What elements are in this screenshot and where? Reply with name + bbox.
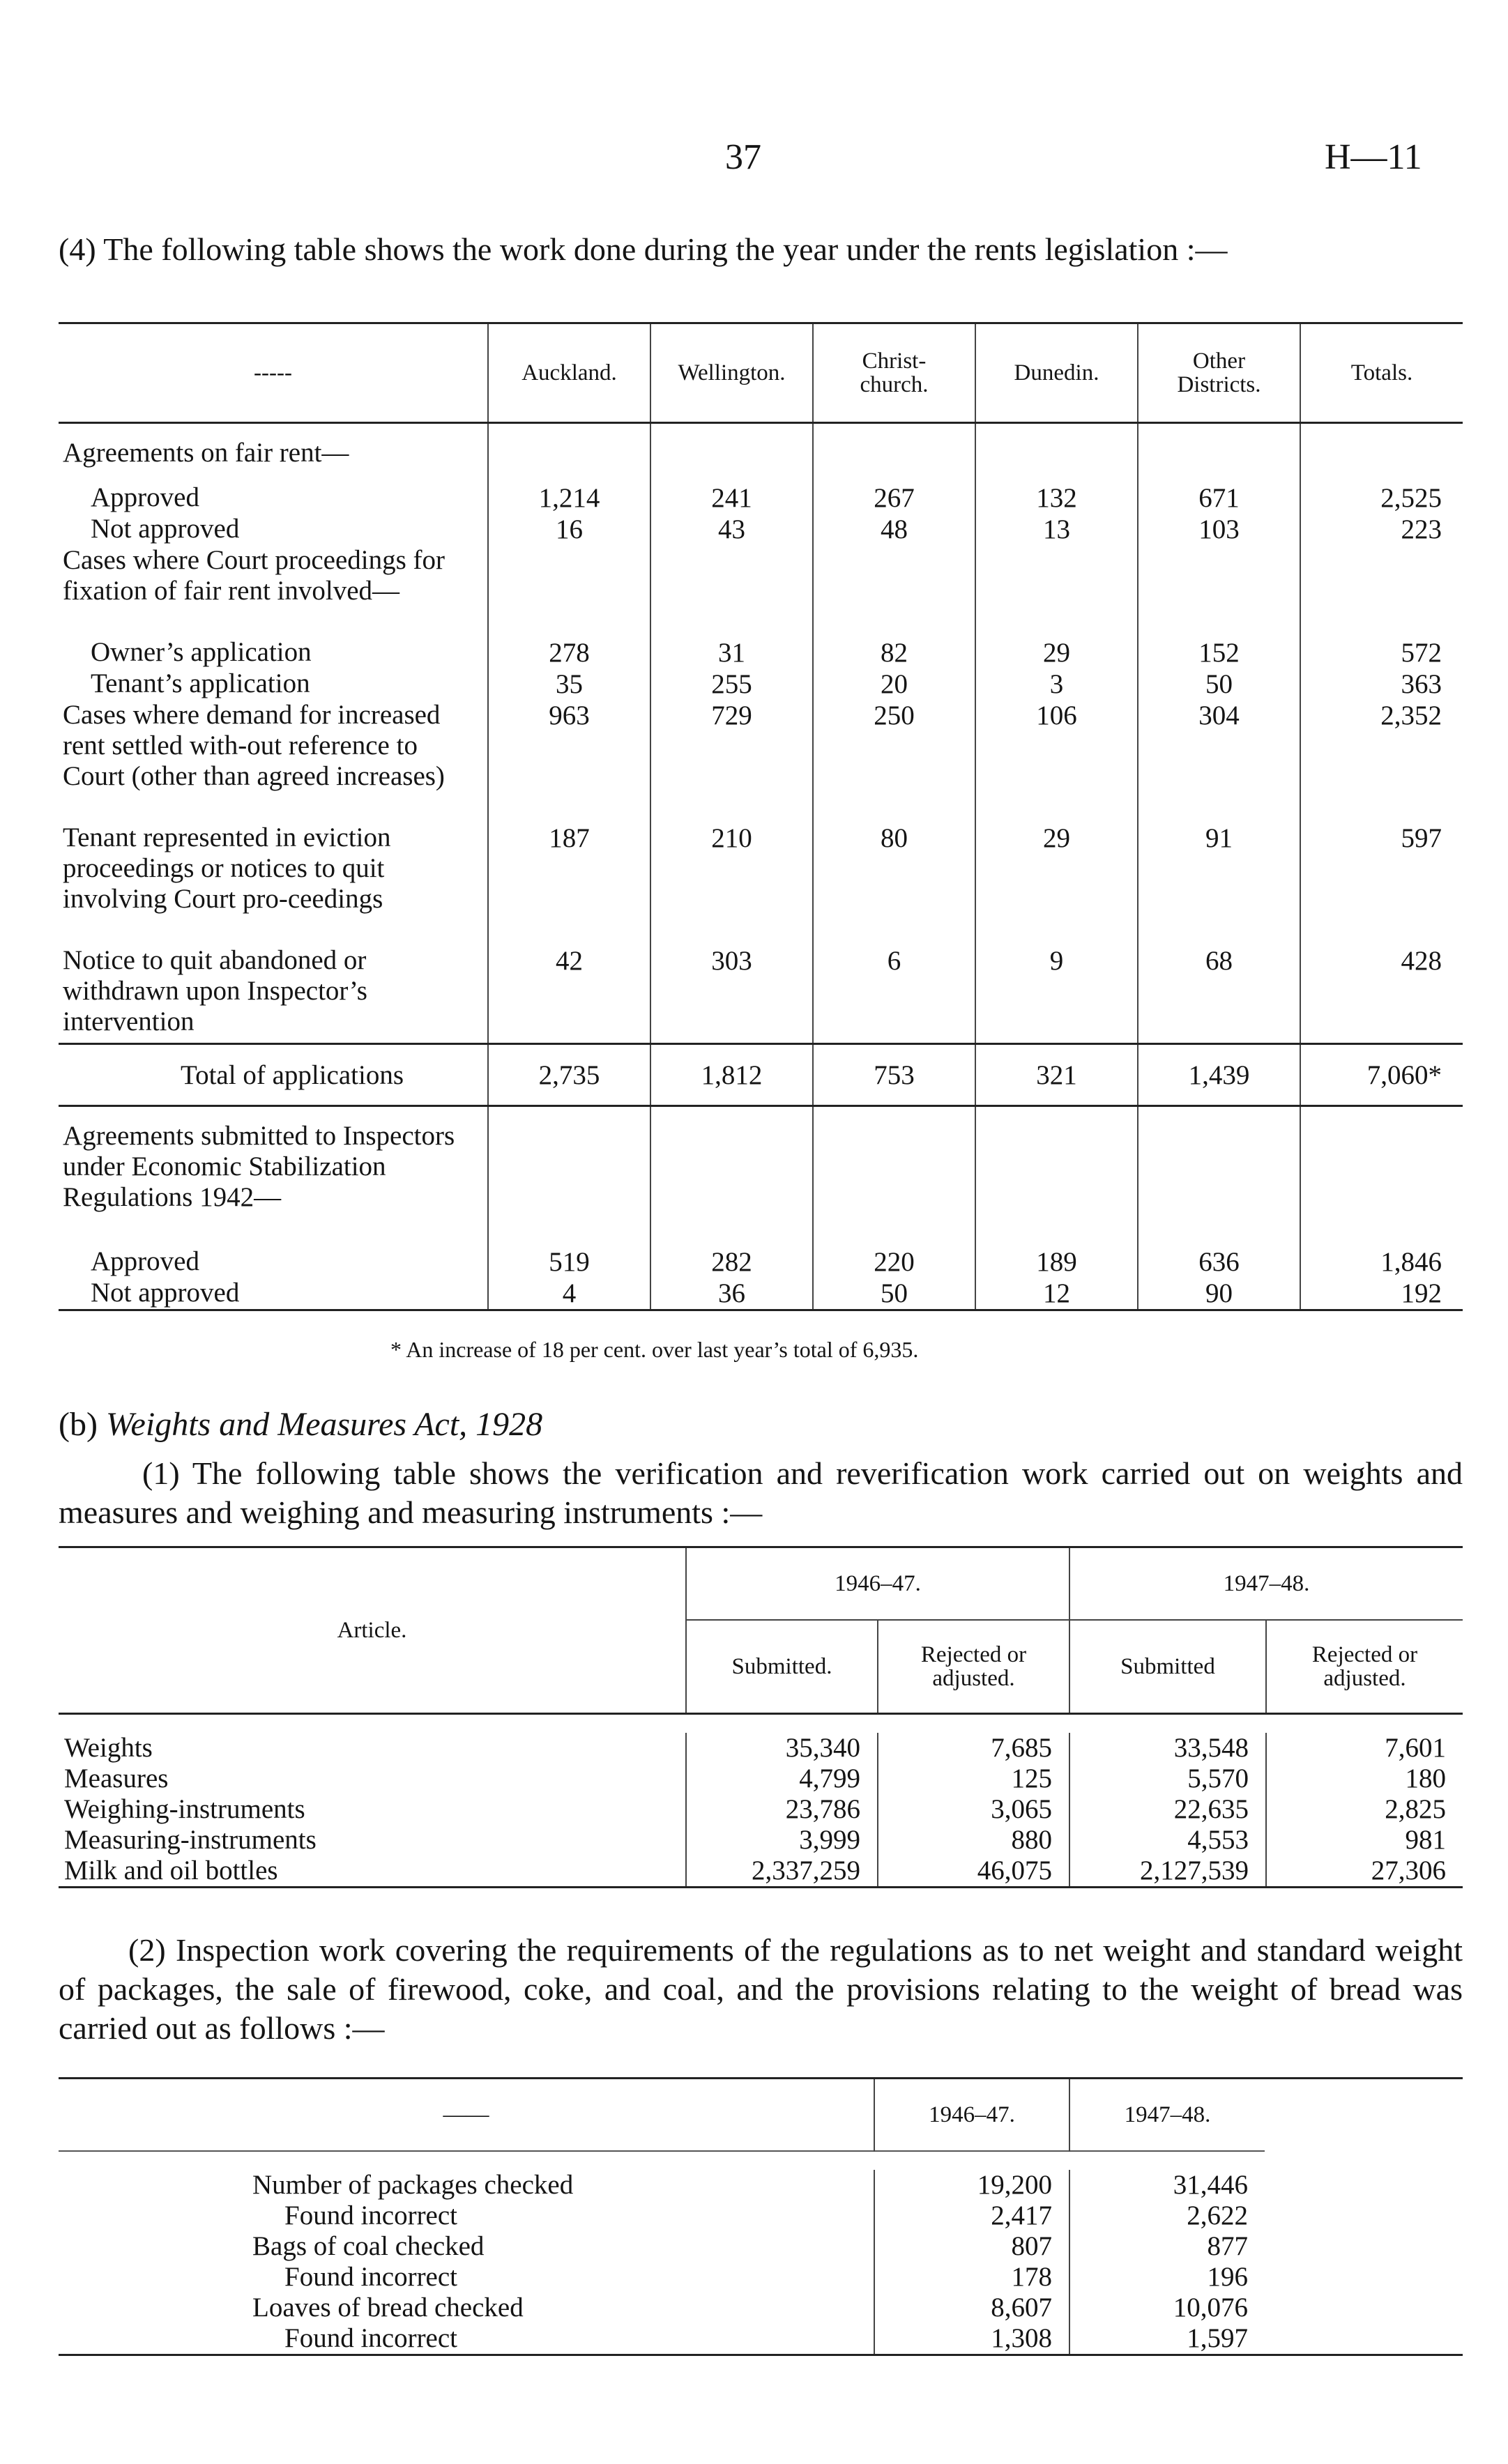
inspection-row xyxy=(59,2323,1463,2355)
col-totals: Totals. xyxy=(1300,323,1463,423)
weights-row-label: Weights xyxy=(64,1733,153,1763)
rents-cell: 304 xyxy=(1138,700,1300,822)
year2-header: 1947–48. xyxy=(1069,1547,1463,1621)
rents-cell: 29 xyxy=(975,822,1138,945)
rents-total-label: Total of applications xyxy=(59,1044,488,1106)
rents-cell: 572 xyxy=(1300,637,1463,668)
rents-row-label: Cases where Court proceedings for fixation of fair rent involved— xyxy=(63,545,445,606)
weights-row-label: Measures xyxy=(64,1763,169,1793)
rents-cell: 303 xyxy=(650,945,813,1044)
rents-cell: 43 xyxy=(650,514,813,545)
rents-cell: 963 xyxy=(488,700,650,822)
rents-econ-sublabel: Approved xyxy=(91,1246,199,1276)
weights-row-label: Measuring-instruments xyxy=(64,1825,317,1855)
rents-cell: 20 xyxy=(813,668,975,700)
submitted-1946-header: Submitted. xyxy=(686,1620,878,1714)
rejected-1946-header: Rejected or adjusted. xyxy=(878,1620,1069,1714)
rents-row xyxy=(59,822,1463,945)
rents-cell: 363 xyxy=(1300,668,1463,700)
year1-header: 1946–47. xyxy=(686,1547,1069,1621)
rents-cell: 103 xyxy=(1138,514,1300,545)
rents-econ-cell: 12 xyxy=(975,1278,1138,1310)
inspection-cell: 31,446 xyxy=(1069,2170,1265,2201)
rents-total-cell: 1,812 xyxy=(650,1044,813,1106)
weights-table xyxy=(59,1546,1463,1888)
rents-row-label: Approved xyxy=(91,482,199,512)
rents-cell: 50 xyxy=(1138,668,1300,700)
rents-footnote: * An increase of 18 per cent. over last year’s total of 6,935. xyxy=(390,1337,919,1362)
rents-cell: 241 xyxy=(650,482,813,514)
rents-cell: 68 xyxy=(1138,945,1300,1044)
rents-row xyxy=(59,700,1463,822)
rents-row-label: Not approved xyxy=(91,514,240,544)
rents-row xyxy=(59,514,1463,545)
rents-cell: 597 xyxy=(1300,822,1463,945)
rents-cell: 132 xyxy=(975,482,1138,514)
weights-cell: 981 xyxy=(1266,1825,1463,1855)
rents-row-label: Agreements on fair rent— xyxy=(63,438,349,468)
weights-cell: 4,553 xyxy=(1069,1825,1266,1855)
inspection-year2-header: 1947–48. xyxy=(1069,2079,1265,2152)
weights-cell: 180 xyxy=(1266,1763,1463,1794)
inspection-cell: 1,597 xyxy=(1069,2323,1265,2355)
inspection-row-label: Found incorrect xyxy=(284,2323,458,2353)
weights-cell: 27,306 xyxy=(1266,1855,1463,1888)
rejected-1947-header: Rejected or adjusted. xyxy=(1266,1620,1463,1714)
rents-cell: 91 xyxy=(1138,822,1300,945)
inspection-row xyxy=(59,2293,1463,2323)
weights-cell: 35,340 xyxy=(686,1733,878,1763)
weights-cell: 3,065 xyxy=(878,1794,1069,1825)
rents-cell: 3 xyxy=(975,668,1138,700)
rents-cell: 152 xyxy=(1138,637,1300,668)
rents-econ-label: Agreements submitted to Inspectors under Economic Stabilization Regulations 1942— xyxy=(63,1121,455,1212)
inspection-year1-header: 1946–47. xyxy=(874,2079,1069,2152)
inspection-cell: 2,622 xyxy=(1069,2201,1265,2231)
rents-row xyxy=(59,482,1463,514)
rents-cell: 31 xyxy=(650,637,813,668)
rents-cell xyxy=(813,423,975,483)
rents-econ-cell: 192 xyxy=(1300,1278,1463,1310)
inspection-intro: (2) Inspection work covering the requirements of the regulations as to net weight and standard weight of packages, the sale of firewood, coke, and coal, and the provisions relating to the weight of bread was carried out as follows :— xyxy=(59,1932,1463,2046)
inspection-cell: 1,308 xyxy=(874,2323,1069,2355)
weights-cell: 2,825 xyxy=(1266,1794,1463,1825)
rents-row xyxy=(59,423,1463,483)
rents-cell: 1,214 xyxy=(488,482,650,514)
inspection-row-label: Found incorrect xyxy=(284,2201,458,2230)
rents-cell xyxy=(975,545,1138,637)
rents-cell: 428 xyxy=(1300,945,1463,1044)
rents-cell: 255 xyxy=(650,668,813,700)
rents-econ-subrow xyxy=(59,1278,1463,1310)
inspection-cell: 877 xyxy=(1069,2231,1265,2262)
weights-row xyxy=(59,1855,1463,1888)
rents-econ-cell: 282 xyxy=(650,1246,813,1278)
rents-cell: 267 xyxy=(813,482,975,514)
rents-cell: 671 xyxy=(1138,482,1300,514)
rents-cell: 9 xyxy=(975,945,1138,1044)
rents-cell xyxy=(975,423,1138,483)
weights-row xyxy=(59,1763,1463,1794)
rents-cell xyxy=(1138,545,1300,637)
rents-cell xyxy=(1138,423,1300,483)
col-dunedin: Dunedin. xyxy=(975,323,1138,423)
rents-cell: 48 xyxy=(813,514,975,545)
document-code: H—11 xyxy=(1325,137,1422,177)
rents-total-cell: 753 xyxy=(813,1044,975,1106)
rents-row-label: Owner’s application xyxy=(91,637,312,667)
rents-econ-cell: 636 xyxy=(1138,1246,1300,1278)
rents-econ-sublabel: Not approved xyxy=(59,1278,488,1310)
rents-cell xyxy=(488,423,650,483)
weights-cell: 3,999 xyxy=(686,1825,878,1855)
col-wellington: Wellington. xyxy=(650,323,813,423)
rents-cell: 187 xyxy=(488,822,650,945)
inspection-row xyxy=(59,2201,1463,2231)
rents-econ-cell: 189 xyxy=(975,1246,1138,1278)
inspection-cell: 19,200 xyxy=(874,2170,1069,2201)
weights-cell: 22,635 xyxy=(1069,1794,1266,1825)
rents-cell xyxy=(1300,545,1463,637)
article-header: Article. xyxy=(59,1547,686,1714)
weights-cell: 23,786 xyxy=(686,1794,878,1825)
rents-total-cell: 321 xyxy=(975,1044,1138,1106)
rents-row-label: Notice to quit abandoned or withdrawn upon Inspector’s intervention xyxy=(63,945,367,1036)
rents-cell: 250 xyxy=(813,700,975,822)
col-other-districts: Other Districts. xyxy=(1138,323,1300,423)
rents-cell: 13 xyxy=(975,514,1138,545)
rents-total-cell: 7,060* xyxy=(1300,1044,1463,1106)
inspection-row-label: Found incorrect xyxy=(284,2262,458,2292)
rents-econ-cell: 50 xyxy=(813,1278,975,1310)
inspection-cell: 807 xyxy=(874,2231,1069,2262)
weights-cell: 7,601 xyxy=(1266,1733,1463,1763)
col-christchurch: Christ-church. xyxy=(813,323,975,423)
inspection-table xyxy=(59,2077,1463,2356)
weights-row-label: Milk and oil bottles xyxy=(64,1855,278,1885)
rents-cell: 35 xyxy=(488,668,650,700)
inspection-cell: 178 xyxy=(874,2262,1069,2293)
rents-cell: 6 xyxy=(813,945,975,1044)
col-auckland: Auckland. xyxy=(488,323,650,423)
rents-cell xyxy=(813,545,975,637)
rents-cell: 42 xyxy=(488,945,650,1044)
rents-row-label: Cases where demand for increased rent settled with-out reference to Court (other than agreed increases) xyxy=(63,700,445,791)
weights-cell: 4,799 xyxy=(686,1763,878,1794)
weights-cell: 46,075 xyxy=(878,1855,1069,1888)
weights-row xyxy=(59,1794,1463,1825)
rents-cell xyxy=(488,545,650,637)
inspection-row xyxy=(59,2262,1463,2293)
weights-cell: 2,337,259 xyxy=(686,1855,878,1888)
weights-row xyxy=(59,1733,1463,1763)
rents-table xyxy=(59,322,1463,1311)
inspection-blank-header: —— xyxy=(443,2102,489,2127)
rents-total-cell: 2,735 xyxy=(488,1044,650,1106)
rents-row xyxy=(59,545,1463,637)
rents-row xyxy=(59,668,1463,700)
inspection-row xyxy=(59,2231,1463,2262)
weights-cell: 125 xyxy=(878,1763,1069,1794)
rents-cell: 2,352 xyxy=(1300,700,1463,822)
rents-cell: 278 xyxy=(488,637,650,668)
rents-cell: 210 xyxy=(650,822,813,945)
rents-econ-row xyxy=(59,1106,1463,1247)
rents-econ-cell: 36 xyxy=(650,1278,813,1310)
rents-econ-cell: 519 xyxy=(488,1246,650,1278)
rents-econ-cell: 220 xyxy=(813,1246,975,1278)
inspection-row-label: Number of packages checked xyxy=(252,2170,574,2200)
inspection-row-label: Loaves of bread checked xyxy=(252,2293,524,2323)
rents-row xyxy=(59,945,1463,1044)
page-number: 37 xyxy=(725,137,761,177)
inspection-cell: 2,417 xyxy=(874,2201,1069,2231)
weights-cell: 5,570 xyxy=(1069,1763,1266,1794)
inspection-cell: 8,607 xyxy=(874,2293,1069,2323)
rents-cell: 82 xyxy=(813,637,975,668)
rents-row xyxy=(59,637,1463,668)
weights-row xyxy=(59,1825,1463,1855)
rents-cell xyxy=(650,545,813,637)
rents-total-cell: 1,439 xyxy=(1138,1044,1300,1106)
inspection-row xyxy=(59,2170,1463,2201)
rents-blank-header: ----- xyxy=(254,360,292,385)
rents-cell: 729 xyxy=(650,700,813,822)
rents-cell: 106 xyxy=(975,700,1138,822)
inspection-row-label: Bags of coal checked xyxy=(252,2231,485,2261)
weights-cell: 7,685 xyxy=(878,1733,1069,1763)
rents-cell xyxy=(1300,423,1463,483)
rents-cell: 80 xyxy=(813,822,975,945)
rents-cell xyxy=(650,423,813,483)
rents-cell: 16 xyxy=(488,514,650,545)
inspection-cell: 196 xyxy=(1069,2262,1265,2293)
rents-cell: 2,525 xyxy=(1300,482,1463,514)
rents-total-row xyxy=(59,1044,1463,1106)
rents-row-label: Tenant’s application xyxy=(91,668,310,698)
weights-cell: 33,548 xyxy=(1069,1733,1266,1763)
weights-cell: 2,127,539 xyxy=(1069,1855,1266,1888)
rents-econ-subrow xyxy=(59,1246,1463,1278)
weights-cell: 880 xyxy=(878,1825,1069,1855)
weights-row-label: Weighing-instruments xyxy=(64,1794,305,1824)
rents-econ-cell: 4 xyxy=(488,1278,650,1310)
rents-econ-cell: 1,846 xyxy=(1300,1246,1463,1278)
submitted-1947-header: Submitted xyxy=(1069,1620,1266,1714)
inspection-cell: 10,076 xyxy=(1069,2293,1265,2323)
rents-cell: 223 xyxy=(1300,514,1463,545)
rents-intro: (4) The following table shows the work done during the year under the rents legislation :— xyxy=(59,231,1228,267)
rents-cell: 29 xyxy=(975,637,1138,668)
weights-intro: (1) The following table shows the verification and reverification work carried out on weights and measures and weighing and measuring instruments :— xyxy=(59,1455,1463,1530)
rents-row-label: Tenant represented in eviction proceedings or notices to quit involving Court pro-ceedings xyxy=(63,822,391,914)
rents-econ-cell: 90 xyxy=(1138,1278,1300,1310)
weights-section-title: (b) Weights and Measures Act, 1928 xyxy=(59,1406,543,1443)
